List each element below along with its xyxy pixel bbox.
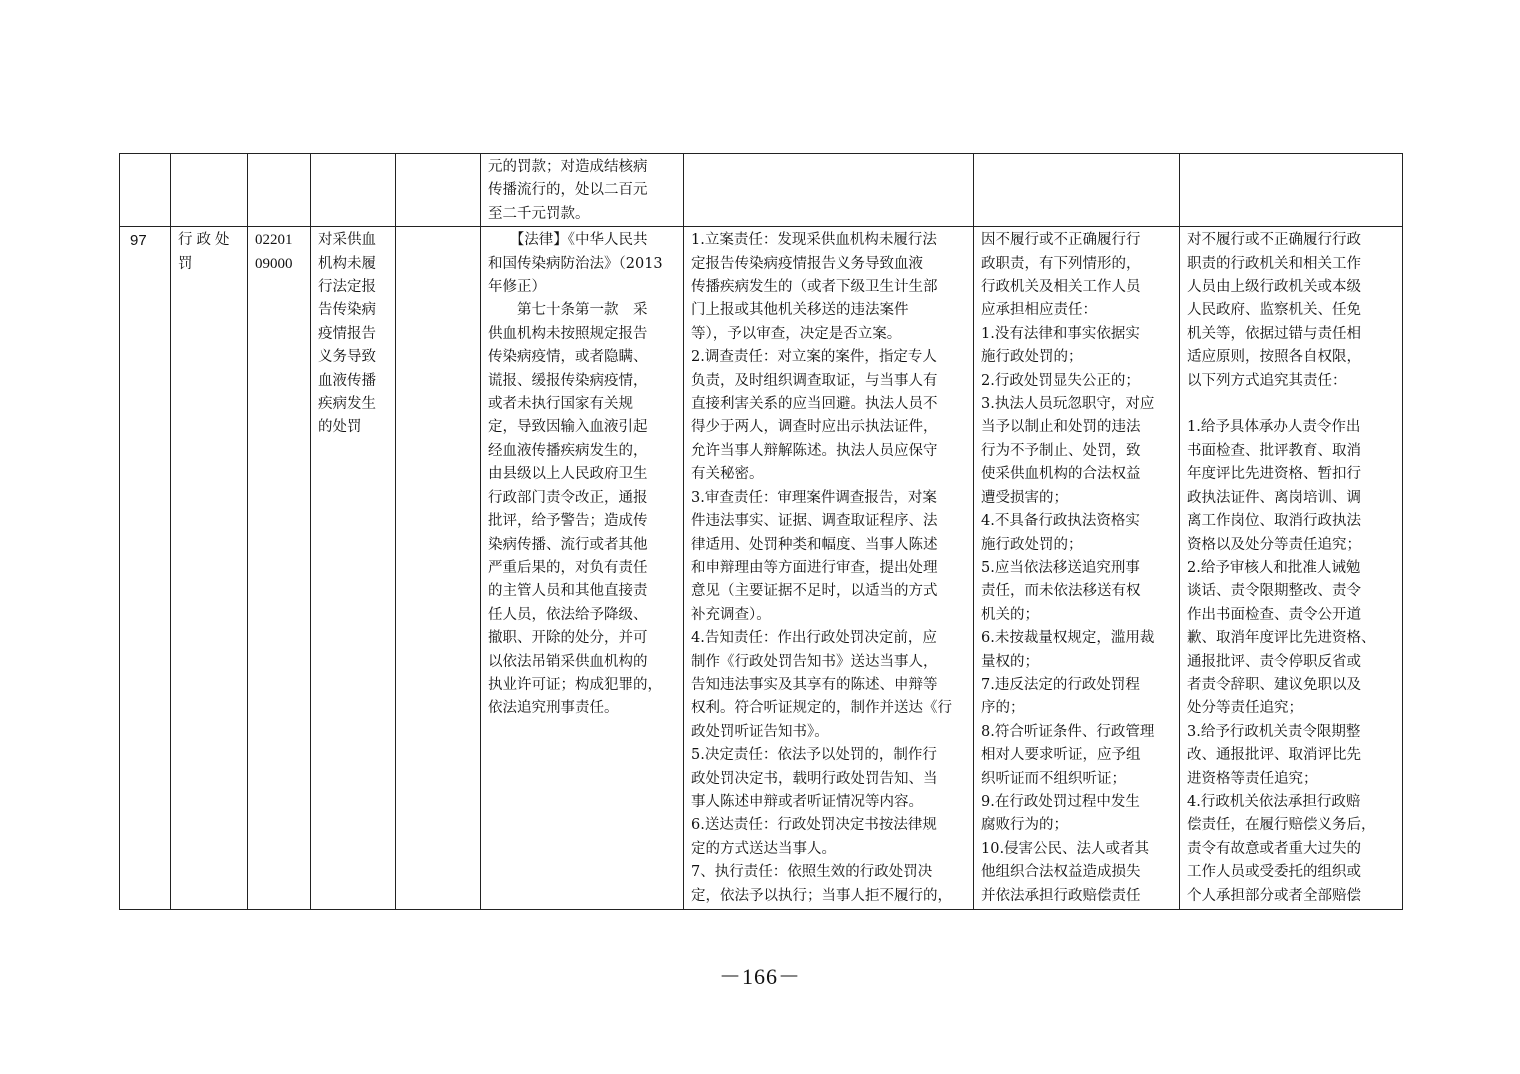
cell-basis: 元的罚款；对造成结核病 传播流行的，处以二百元 至二千元罚款。 bbox=[481, 154, 684, 227]
cell-sub-item bbox=[396, 154, 481, 227]
cell-responsibilities: 1.立案责任：发现采供血机构未履行法 定报告传染病疫情报告义务导致血液 传播疾病发生的（或者下级卫生计生部 门上报或其他机关移送的违法案件 等），予以审查，决定是否立案。 2.调查责任：对立案的案件，指定专人 负责，及时组织调查取证，与当事人有 直接利害关系的应当回避。执法人员不 得少于两人，调查时应出示执法证件， 允许当事人辩解陈述。执法人员应保守 有关秘密。 3.审查责任：审理案件调查报告，对案 件违法事实、证据、调查取证程序、法 律适用、处罚种类和幅度、当事人陈述 和申辩理由等方面进行审查，提出处理 意见（主要证据不足时，以适当的方式 补充调查）。 4.告知责任：作出行政处罚决定前，应 制作《行政处罚告知书》送达当事人， 告知违法事实及其享有的陈述、申辩等 权利。符合听证规定的，制作并送达《行 政处罚听证告知书》。 5.决定责任：依法予以处罚的，制作行 政处罚决定书，载明行政处罚告知、当 事人陈述申辩或者听证情况等内容。 6.送达责任：行政处罚决定书按法律规 定的方式送达当事人。 7、执行责任：依照生效的行政处罚决 定，依法予以执行；当事人拒不履行的， bbox=[684, 227, 974, 910]
power-list-table bbox=[119, 153, 1403, 910]
cell-liability-circumstances bbox=[974, 154, 1180, 227]
cell-accountability: 对不履行或不正确履行行政 职责的行政机关和相关工作 人员由上级行政机关或本级 人民政府、监察机关、任免 机关等，依据过错与责任相 适应原则，按照各自权限， 以下列方式追究其责任： 1.给予具体承办人责令作出 书面检查、批评教育、取消 年度评比先进资格、暂扣行 政执法证件、离岗培训、调 离工作岗位、取消行政执法 资格以及处分等责任追究； 2.给予审核人和批准人诫勉 谈话、责令限期整改、责令 作出书面检查、责令公开道 歉、取消年度评比先进资格、 通报批评、责令停职反省或 者责令辞职、建议免职以及 处分等责任追究； 3.给予行政机关责令限期整 改、通报批评、取消评比先 进资格等责任追究； 4.行政机关依法承担行政赔 偿责任，在履行赔偿义务后， 责令有故意或者重大过失的 工作人员或受委托的组织或 个人承担部分或者全部赔偿 bbox=[1180, 227, 1403, 910]
cell-number: 97 bbox=[120, 227, 171, 910]
cell-category: 行政处 罚 bbox=[171, 227, 248, 910]
table-row-97 bbox=[120, 227, 1403, 910]
table-row-continuation bbox=[120, 154, 1403, 227]
cell-accountability bbox=[1180, 154, 1403, 227]
cell-responsibilities bbox=[684, 154, 974, 227]
cell-liability-circumstances: 因不履行或不正确履行行 政职责，有下列情形的， 行政机关及相关工作人员 应承担相应责任： 1.没有法律和事实依据实 施行政处罚的； 2.行政处罚显失公正的； 3.执法人员玩忽职守，对应 当予以制止和处罚的违法 行为不予制止、处罚，致 使采供血机构的合法权益 遭受损害的； 4.不具备行政执法资格实 施行政处罚的； 5.应当依法移送追究刑事 责任，而未依法移送有权 机关的； 6.未按裁量权规定，滥用裁 量权的； 7.违反法定的行政处罚程 序的； 8.符合听证条件、行政管理 相对人要求听证，应予组 织听证而不组织听证； 9.在行政处罚过程中发生 腐败行为的； 10.侵害公民、法人或者其 他组织合法权益造成损失 并依法承担行政赔偿责任 bbox=[974, 227, 1180, 910]
cell-sub-item bbox=[396, 227, 481, 910]
cell-number bbox=[120, 154, 171, 227]
cell-category bbox=[171, 154, 248, 227]
cell-basis: 【法律】《中华人民共 和国传染病防治法》（2013 年修正） 第七十条第一款 采 供血机构未按照规定报告 传染病疫情，或者隐瞒、 谎报、缓报传染病疫情， 或者未执行国家有关规 定，导致因输入血液引起 经血液传播疾病发生的， 由县级以上人民政府卫生 行政部门责令改正，通报 批评，给予警告；造成传 染病传播、流行或者其他 严重后果的，对负有责任 的主管人员和其他直接责 任人员，依法给予降级、 撤职、开除的处分，并可 以依法吊销采供血机构的 执业许可证；构成犯罪的， 依法追究刑事责任。 bbox=[481, 227, 684, 910]
cell-code: 02201 09000 bbox=[248, 227, 311, 910]
cell-item-name: 对采供血 机构未履 行法定报 告传染病 疫情报告 义务导致 血液传播 疾病发生 的处罚 bbox=[311, 227, 396, 910]
cell-item-name bbox=[311, 154, 396, 227]
cell-code bbox=[248, 154, 311, 227]
page-number: －166－ bbox=[718, 964, 801, 989]
